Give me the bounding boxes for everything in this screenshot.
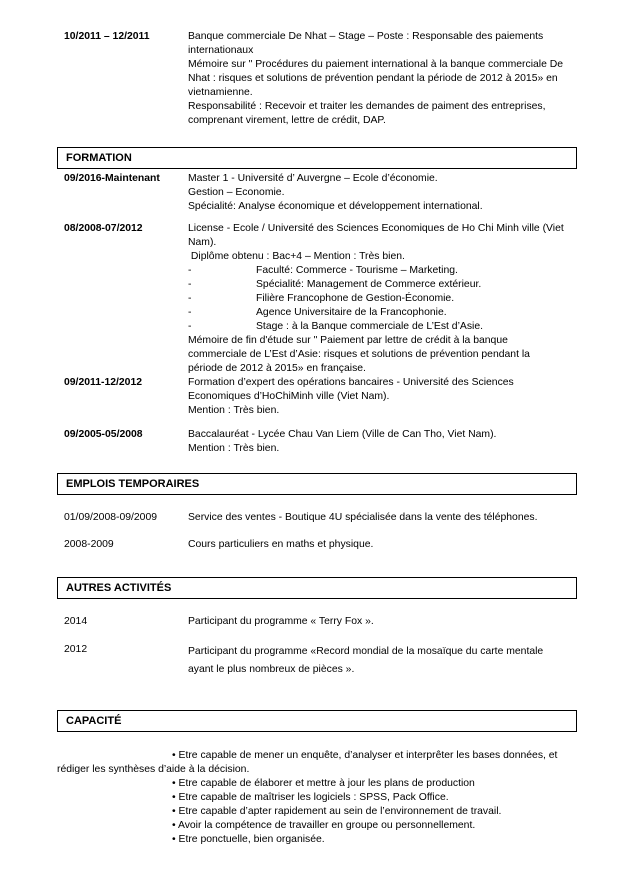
description-line: période de 2012 à 2015» en française. [188,363,366,374]
description-line: Diplôme obtenu : Bac+4 – Mention : Très bien. [188,251,405,262]
list-item: - Stage : à la Banque commerciale de L’Est d’Asie. [188,321,483,332]
description-line: Participant du programme «Record mondial de la mosaïque du carte mentale [188,646,544,657]
description-line: License - Ecole / Université des Sciences Economiques de Ho Chi Minh ville (Viet [188,223,564,234]
section-header-capacite: CAPACITÉ [57,710,577,732]
list-item: • Etre capable de mener un enquête, d’analyser et interprêter les bases données, et [172,750,558,761]
description-line: Responsabilité : Recevoir et traiter les demandes de paiment des entreprises, [188,101,546,112]
description-line: Master 1 - Université d’ Auvergne – Ecole d’économie. [188,173,438,184]
description-line: Banque commerciale De Nhat – Stage – Poste : Responsable des paiements [188,31,544,42]
description-line: Participant du programme « Terry Fox ». [188,616,374,627]
description-line: Gestion – Economie. [188,187,285,198]
activites-description [188,615,580,629]
formation-date: 09/2016-Maintenant [64,173,160,184]
section-header-formation: FORMATION [57,147,577,169]
description-line: commerciale de L’Est d’Asie: risques et solutions de prévention pendant la [188,349,530,360]
emplois-date: 2008-2009 [64,539,114,550]
emplois-description [188,511,580,525]
list-item: - Faculté: Commerce - Tourisme – Marketing. [188,265,458,276]
list-item-continuation: rédiger les synthèses d’aide à la décision. [57,764,250,775]
description-line: Nhat : risques et solutions de prévention pendant la période de 2012 à 2015» en [188,73,558,84]
description-line: vietnamienne. [188,87,253,98]
description-line: Nam). [188,237,217,248]
formation-description [188,172,580,214]
formation-description [188,222,580,376]
list-item: - Agence Universitaire de la Francophonie. [188,307,447,318]
section-header-activites: AUTRES ACTIVITÉS [57,577,577,599]
list-item: • Avoir la compétence de travailler en groupe ou personnellement. [172,820,476,831]
description-line: Mémoire sur " Procédures du paiement international à la banque commerciale De [188,59,564,70]
activites-description [188,643,580,679]
description-line: Cours particuliers en maths et physique. [188,539,374,550]
activites-date: 2012 [64,644,88,655]
emplois-description [188,538,580,552]
formation-description [188,376,580,418]
formation-date: 09/2005-05/2008 [64,429,143,440]
description-line: internationaux [188,45,254,56]
emplois-date: 01/09/2008-09/2009 [64,512,158,523]
description-line: Formation d’expert des opérations bancaires - Université des Sciences [188,377,514,388]
list-item: • Etre ponctuelle, bien organisée. [172,834,325,845]
description-line: comprenant virement, lettre de crédit, DAP. [188,115,386,126]
list-item: • Etre capable de maîtriser les logiciels : SPSS, Pack Office. [172,792,449,803]
description-line: Mention : Très bien. [188,405,280,416]
description-line: Service des ventes - Boutique 4U spécialisée dans la vente des téléphones. [188,512,538,523]
list-item: • Etre capable d’apter rapidement au sein de l’environnement de travail. [172,806,502,817]
list-item: - Filière Francophone de Gestion-Économie. [188,293,455,304]
description-line: Economiques d’HoChiMinh ville (Viet Nam). [188,391,390,402]
experience-date: 10/2011 – 12/2011 [64,31,150,42]
description-line: Mémoire de fin d'étude sur " Paiement par lettre de crédit à la banque [188,335,508,346]
description-line: Mention : Très bien. [188,443,280,454]
section-header-emplois: EMPLOIS TEMPORAIRES [57,473,577,495]
formation-description [188,428,580,456]
formation-date: 09/2011-12/2012 [64,377,143,388]
list-item: - Spécialité: Management de Commerce extérieur. [188,279,482,290]
capacite-list [57,749,587,847]
description-line: ayant le plus nombreux de pièces ». [188,664,355,675]
list-item: • Etre capable de élaborer et mettre à jour les plans de production [172,778,475,789]
description-line: Baccalauréat - Lycée Chau Van Liem (Ville de Can Tho, Viet Nam). [188,429,497,440]
activites-date: 2014 [64,616,88,627]
experience-description [188,30,580,128]
formation-date: 08/2008-07/2012 [64,223,143,234]
description-line: Spécialité: Analyse économique et développement international. [188,201,483,212]
